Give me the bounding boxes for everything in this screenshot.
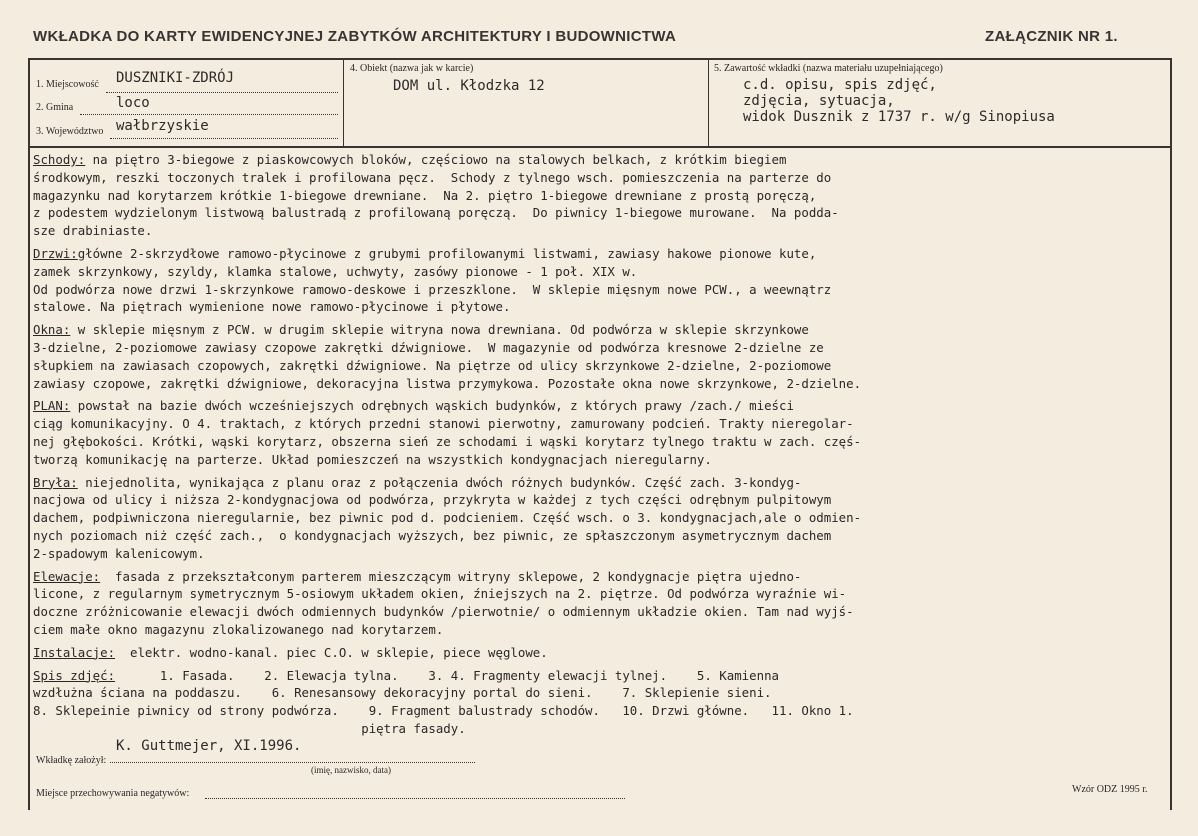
instalacje-paragraph <box>33 644 1173 662</box>
okna-heading: Okna: <box>33 322 71 338</box>
header-divider-right <box>708 60 709 146</box>
gmina-value: loco <box>116 95 150 111</box>
zawartosc-line-1: c.d. opisu, spis zdjęć, <box>743 77 937 93</box>
drzwi-text: główne 2-skrzydłowe ramowo-płycinowe z grubymi profilowanymi listwami, zawiasy hakowe pionowe kute, zamek skrzynkowy, szyldy, klamka stalowe, uchwyty, zasówy pionowe - 1 poł. XIX w. Od podwórza nowe drzwi 1-skrzynkowe ramowo-deskowe i przeszklone. W sklepie mięsnym nowe PCW., a weewnątrz stalowe. Na piętrach wymienione nowe ramowo-płycinowe i płytowe. <box>33 245 832 315</box>
zalozyl-label: Wkładkę założył: <box>36 755 107 766</box>
spis-zdjec-text: 1. Fasada. 2. Elewacja tylna. 3. 4. Fragmenty elewacji tylnej. 5. Kamienna wzdłużna ściana na poddaszu. 6. Renesansowy dekoracyjny portal do sieni. 7. Sklepienie sieni. 8. Sklepeinie piwnicy od strony podwórza. 9. Fragment balustrady schodów. 10. Drzwi główne. 11. Okno 1. piętra fasady. <box>33 667 854 736</box>
gmina-label: 2. Gmina <box>36 102 74 113</box>
form-template-note: Wzór ODZ 1995 r. <box>1072 784 1148 795</box>
schody-heading: Schody: <box>33 152 86 167</box>
miejscowosc-underline <box>106 92 338 93</box>
zalozyl-caption: (imię, nazwisko, data) <box>311 765 391 775</box>
description-body <box>33 151 1173 743</box>
instalacje-text: elektr. wodno-kanal. piec C.O. w sklepie, piece węglowe. <box>115 644 548 660</box>
wojewodztwo-value: wałbrzyskie <box>116 118 209 134</box>
bryla-heading: Bryła: <box>33 474 78 490</box>
zawartosc-label: 5. Zawartość wkładki (nazwa materiału uzupełniającego) <box>714 63 943 74</box>
okna-text: w sklepie mięsnym z PCW. w drugim sklepie witryna nowa drewniana. Od podwórza w sklepie skrzynkowe 3-dzielne, 2-poziomowe zawiasy czopowe zakrętki dźwigniowe. W magazynie od podwórza kresnowe 2-dzielne ze słupkiem na zawiasach czopowych, zakrętki dźwigniowe. Na piętrze od ulicy skrzynkowe 2-dzielne, 2-poziomowe zawiasy czopowe, zakrętki dźwigniowe, dekoracyjna listwa przymykowa. Pozostałe okna nowe skrzynkowe, 2-dzielne. <box>33 322 862 391</box>
zalozyl-underline <box>110 762 475 763</box>
plan-paragraph <box>33 397 1173 468</box>
miejscowosc-value: DUSZNIKI-ZDRÓJ <box>116 70 235 86</box>
zawartosc-line-2: zdjęcia, sytuacja, <box>743 93 895 109</box>
elewacje-text: fasada z przekształconym parterem mieszczącym witryny sklepowe, 2 kondygnacje piętra ujedno- licone, z regularnym symetrycznym 5-osiowym układem okien, źniejszych na 2. piętrze. Od podwórza wyraźnie wi- doczne zróżnicowanie elewacji dwóch odmiennych budynków /pierwotnie/ o odmiennym układzie okien. Tam nad wyjś- ciem małe okno magazynu zlokalizowanego nad korytarzem. <box>33 568 854 637</box>
elewacje-heading: Elewacje: <box>33 568 101 584</box>
header-box-bottom-line <box>28 146 1170 148</box>
instalacje-heading: Instalacje: <box>33 644 116 660</box>
drzwi-heading: Drzwi: <box>33 245 78 261</box>
bryla-paragraph <box>33 474 1173 563</box>
plan-heading: PLAN: <box>33 398 71 414</box>
zalozyl-value: K. Guttmejer, XI.1996. <box>116 738 302 754</box>
okna-paragraph <box>33 321 1173 392</box>
elewacje-paragraph <box>33 568 1173 639</box>
gmina-underline <box>80 114 338 115</box>
schody-paragraph <box>33 151 1173 240</box>
miejsce-negatywow-underline <box>205 798 625 799</box>
wojewodztwo-label: 3. Województwo <box>36 126 104 137</box>
card-title: WKŁADKA DO KARTY EWIDENCYJNEJ ZABYTKÓW ARCHITEKTURY I BUDOWNICTWA <box>33 28 677 45</box>
miejsce-negatywow-label: Miejsce przechowywania negatywów: <box>36 788 190 799</box>
spis-zdjec-heading: Spis zdjęć: <box>33 667 116 683</box>
wojewodztwo-underline <box>110 138 338 139</box>
drzwi-paragraph <box>33 245 1173 316</box>
bryla-text: niejednolita, wynikająca z planu oraz z połączenia dwóch różnych budynków. Część zach. 3-kondyg- nacjowa od ulicy i niższa 2-kondygnacjowa od podwórza, przykryta w każdej z tych części odrębnym pulpitowym dachem, podpiwniczona nieregularnie, bez piwnic pod d. podcieniem. Część wsch. o 3. kondygnacjach,ale o odmien- nych poziomach niż część zach., o kondygnacjach wyższych, bez piwnic, ze spłaszczonym asymetrycznym dachem 2-spadowym kalenicowym. <box>33 474 862 561</box>
zawartosc-line-3: widok Dusznik z 1737 r. w/g Sinopiusa <box>743 109 1055 125</box>
obiekt-value: DOM ul. Kłodzka 12 <box>393 78 545 94</box>
attachment-number: ZAŁĄCZNIK NR 1. <box>985 28 1118 45</box>
header-divider-left <box>343 60 344 146</box>
miejscowosc-label: 1. Miejscowość <box>36 79 99 90</box>
plan-text: powstał na bazie dwóch wcześniejszych odrębnych wąskich budynków, z których prawy /zach./ mieści ciąg komunikacyjny. O 4. traktach, z których przedni stanowi pierwotny, zamurowany podcień. Trakty nieregolar- nej głębokości. Krótki, wąski korytarz, obszerna sień ze schodami i wąski korytarz tylnego traktu w zach. częś- tworzą komunikację na parterze. Układ pomieszczeń na wszystkich kondygnacjach nieregularny. <box>33 398 862 467</box>
schody-text: na piętro 3-biegowe z piaskowcowych bloków, częściowo na stalowych belkach, z krótkim biegiem środkowym, reszki toczonych tralek i profilowana pęcz. Schody z tylnego wsch. pomieszczenia na parterze do magazynku nad korytarzem krótkie 1-biegowe drewniane. Na 2. piętro 1-biegowe drewniane z prostą poręczą, z podestem wydzielonym listwową balustradą z profilowaną poręczą. Do piwnicy 1-biegowe murowane. Na podda- sze drabiniaste. <box>33 152 839 239</box>
spis-zdjec-paragraph <box>33 667 1173 738</box>
obiekt-label: 4. Obiekt (nazwa jak w karcie) <box>350 63 474 74</box>
